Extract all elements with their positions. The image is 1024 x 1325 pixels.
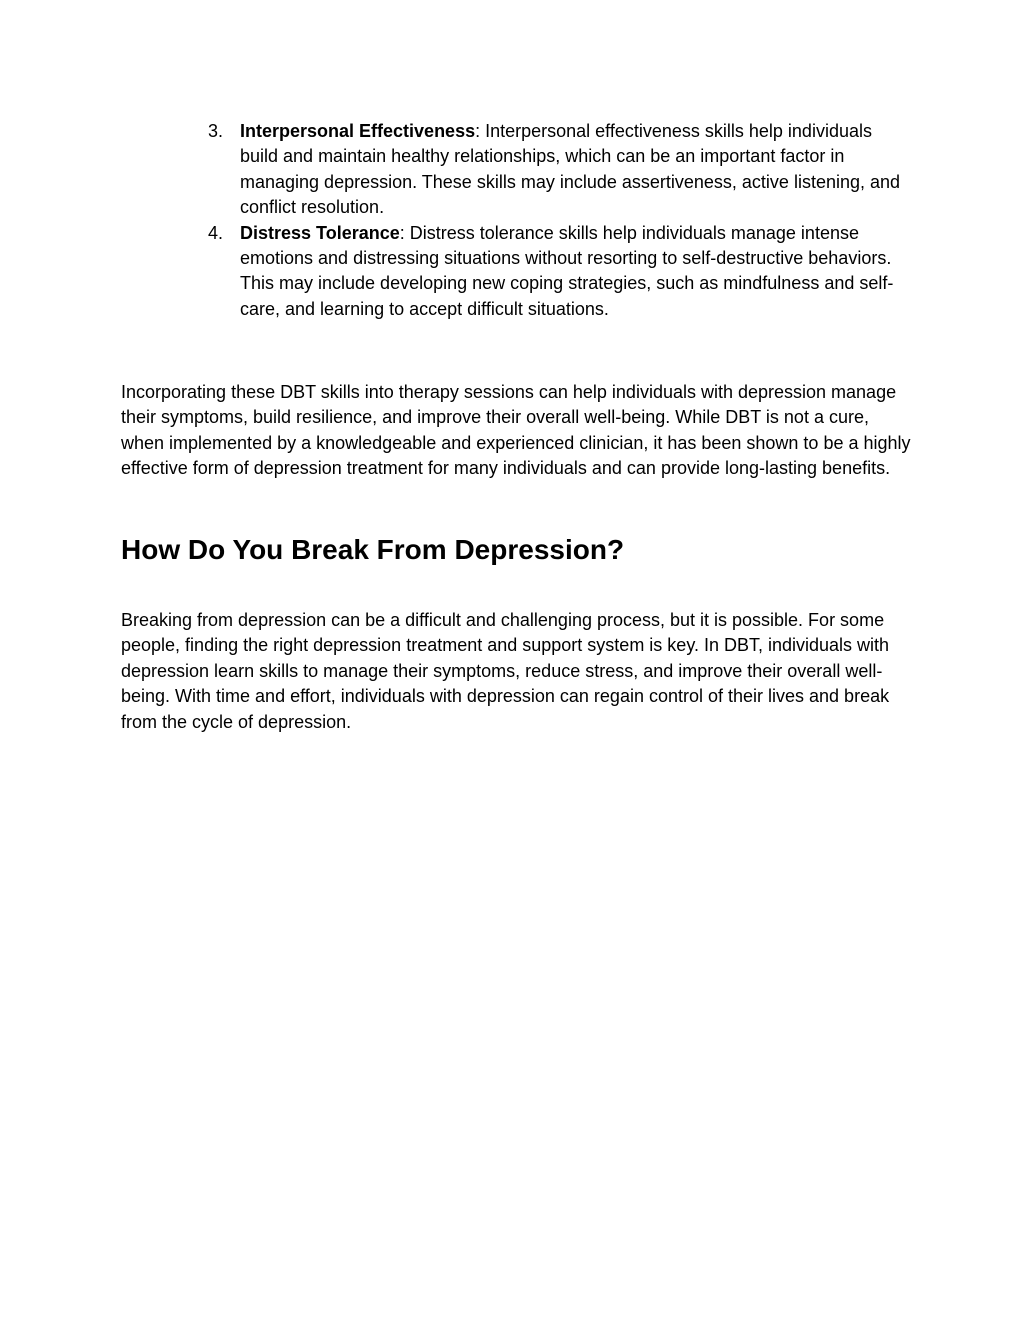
skills-list: [0, 119, 1024, 322]
list-item-term: Distress Tolerance: [240, 222, 400, 243]
paragraph-dbt-skills: Incorporating these DBT skills into therapy sessions can help individuals with depression manage their symptoms, build resilience, and improve their overall well-being. While DBT is not a cure, when implemented by a knowledgeable and experienced clinician, it has been shown to be a highly effective form of depression treatment for many individuals and can provide long-lasting benefits.: [121, 382, 911, 479]
paragraph-break-depression: Breaking from depression can be a difficult and challenging process, but it is possible. For some people, finding the right depression treatment and support system is key. In DBT, individuals with depression learn skills to manage their symptoms, reduce stress, and improve their overall well-being. With time and effort, individuals with depression can regain control of their lives and break from the cycle of depression.: [121, 610, 890, 732]
list-item: [0, 221, 910, 323]
list-item-term: Interpersonal Effectiveness: [240, 121, 476, 141]
section-heading: How Do You Break From Depression?: [121, 534, 625, 565]
list-item-text: : Interpersonal effectiveness skills help individuals build and maintain healthy relationships, which can be an important factor in managing depression. These skills may include assertiveness, active listening, and conflict resolution.: [240, 121, 901, 218]
list-item-number: 4.: [208, 222, 224, 243]
list-item: [0, 119, 910, 221]
list-item-number: 3.: [208, 121, 224, 141]
list-item-text: : Distress tolerance skills help individuals manage intense emotions and distressing situations without resorting to self-destructive behaviors. This may include developing new coping strategies, such as mindfulness and self-care, and learning to accept difficult situations.: [240, 222, 894, 319]
